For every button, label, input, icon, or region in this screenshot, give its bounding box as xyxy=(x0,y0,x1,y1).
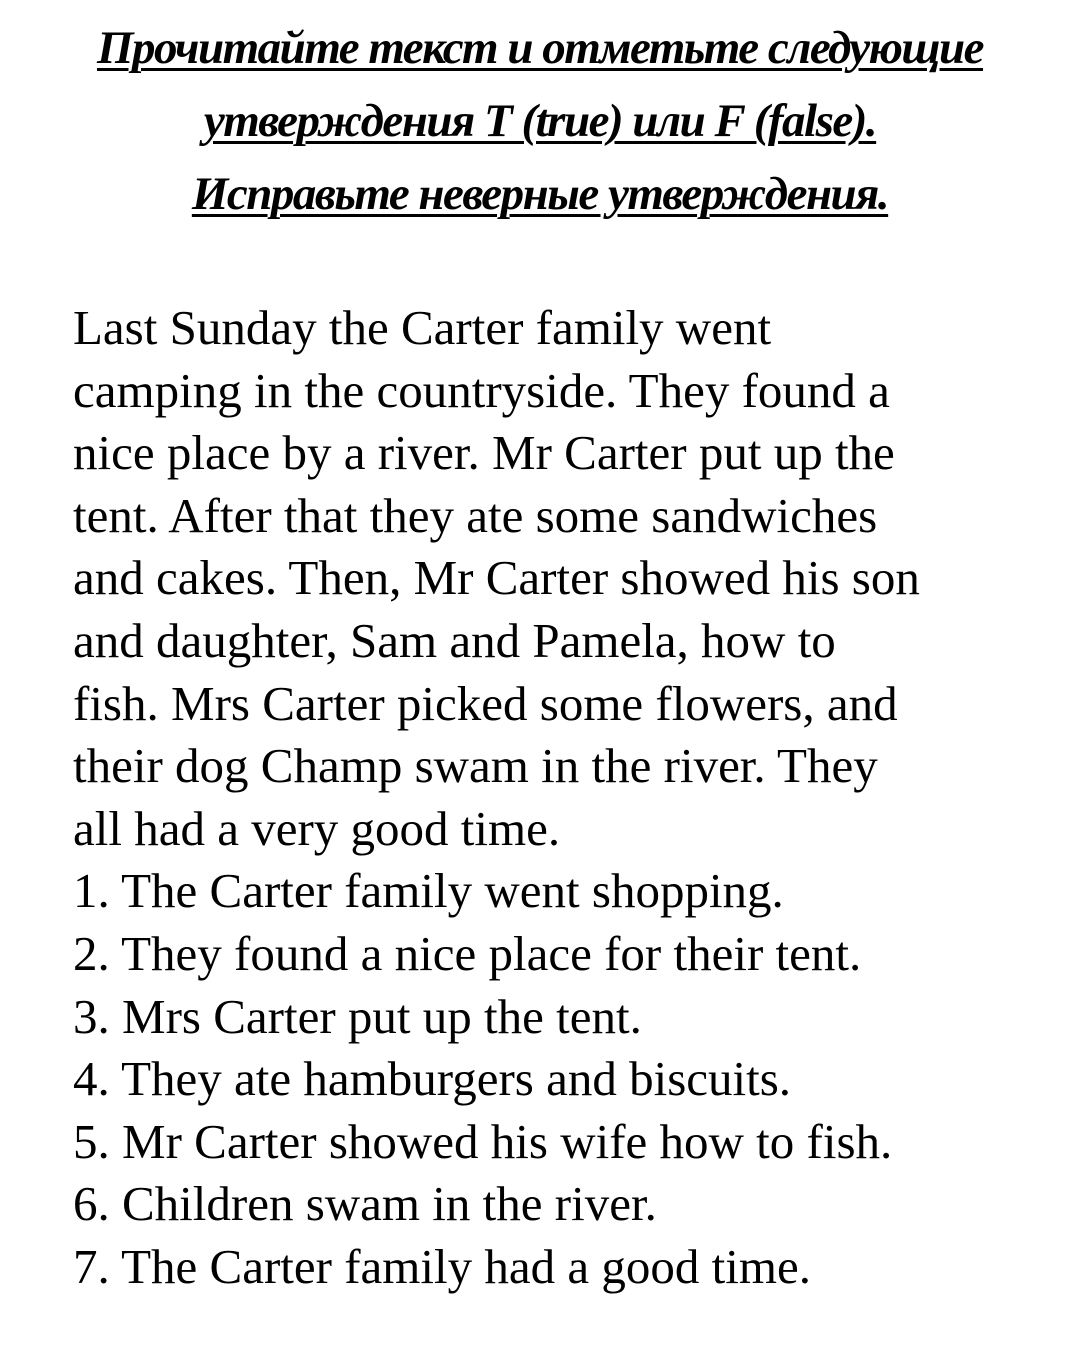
passage-line: all had a very good time. xyxy=(73,800,561,856)
passage-line: tent. After that they ate some sandwiches xyxy=(73,487,878,543)
passage-line: nice place by a river. Mr Carter put up the xyxy=(73,425,895,481)
statement-item: 5. Mr Carter showed his wife how to fish. xyxy=(73,1113,893,1169)
instruction-line: утверждения T (true) или F (false). xyxy=(203,95,877,147)
passage-line: Last Sunday the Carter family went xyxy=(73,300,772,355)
passage-line: camping in the countryside. They found a xyxy=(73,362,890,418)
statement-item: 1. The Carter family went shopping. xyxy=(73,863,784,919)
passage-line: and cakes. Then, Mr Carter showed his son xyxy=(73,550,920,606)
instruction-heading xyxy=(40,12,1040,231)
statement-list xyxy=(73,860,1063,1298)
statement-item: 6. Children swam in the river. xyxy=(73,1176,657,1232)
instruction-line: Прочитайте текст и отметьте следующие xyxy=(96,22,984,74)
passage-line: fish. Mrs Carter picked some flowers, and xyxy=(73,675,898,731)
passage-line: and daughter, Sam and Pamela, how to xyxy=(73,612,836,668)
statement-item: 7. The Carter family had a good time. xyxy=(73,1238,811,1294)
reading-section xyxy=(73,297,1063,1299)
statement-item: 4. They ate hamburgers and biscuits. xyxy=(73,1051,792,1107)
reading-passage xyxy=(73,297,1063,860)
statement-item: 2. They found a nice place for their tent. xyxy=(73,925,862,981)
passage-line: their dog Champ swam in the river. They xyxy=(73,738,878,794)
statement-item: 3. Mrs Carter put up the tent. xyxy=(73,988,642,1044)
instruction-line: Исправьте неверные утверждения. xyxy=(191,168,889,220)
